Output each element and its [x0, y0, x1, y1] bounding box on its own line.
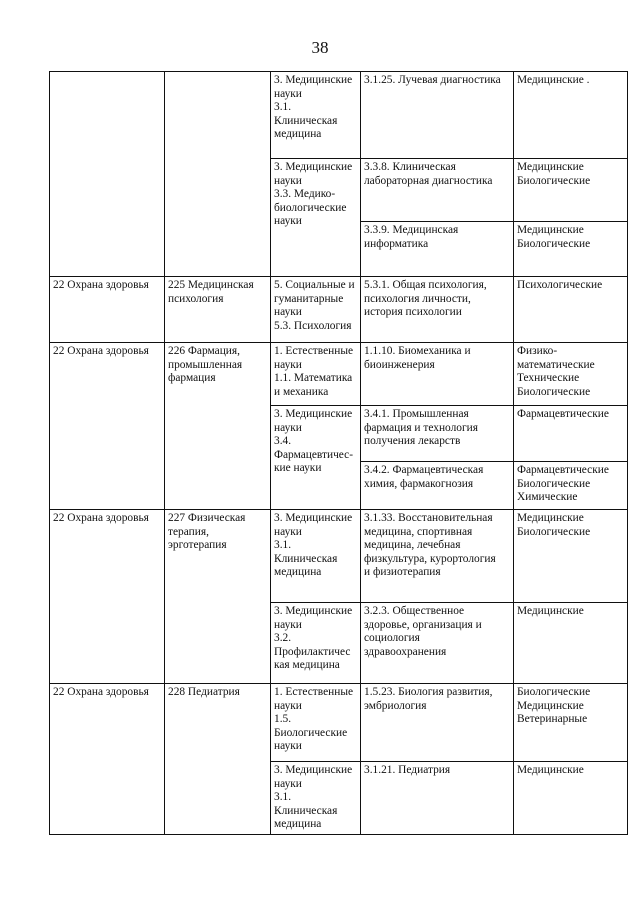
specialties-table [49, 71, 628, 835]
group-cell: 22 Охрана здоровья [50, 684, 165, 835]
table-row [50, 684, 628, 762]
degree-cell: Медицинские [514, 603, 628, 684]
degree-cell: Психологические [514, 277, 628, 343]
speciality-code-cell: 5.3.1. Общая психология, психология личности, история психологии [361, 277, 514, 343]
speciality-code-cell: 3.4.1. Промышленная фармация и технология получения лекарств [361, 406, 514, 462]
degree-cell: Медицинские [514, 762, 628, 835]
science-area-cell: 5. Социальные и гуманитарные науки 5.3. Психология [271, 277, 361, 343]
science-area-cell: 3. Медицинские науки 3.1. Клиническая медицина [271, 72, 361, 159]
group-cell: 22 Охрана здоровья [50, 343, 165, 510]
group-cell: 22 Охрана здоровья [50, 510, 165, 684]
speciality-code-cell: 1.5.23. Биология развития, эмбриология [361, 684, 514, 762]
specialty-cell: 226 Фармация, промышленная фармация [165, 343, 271, 510]
science-area-cell: 3. Медицинские науки 3.4. Фармацевтичес- кие науки [271, 406, 361, 510]
table-row [50, 343, 628, 406]
speciality-code-cell: 3.4.2. Фармацевтическая химия, фармакогнозия [361, 462, 514, 510]
speciality-code-cell: 3.1.25. Лучевая диагностика [361, 72, 514, 159]
table-row [50, 72, 628, 159]
speciality-code-cell: 3.1.33. Восстановительная медицина, спортивная медицина, лечебная физкультура, курортология и физиотерапия [361, 510, 514, 603]
speciality-code-cell: 3.1.21. Педиатрия [361, 762, 514, 835]
degree-cell: Биологические Медицинские Ветеринарные [514, 684, 628, 762]
degree-cell: Медицинские Биологические [514, 510, 628, 603]
degree-cell: Физико- математические Технические Биологические [514, 343, 628, 406]
group-cell [50, 72, 165, 277]
science-area-cell: 3. Медицинские науки 3.3. Медико- биологические науки [271, 159, 361, 277]
science-area-cell: 1. Естественные науки 1.1. Математика и механика [271, 343, 361, 406]
science-area-cell: 1. Естественные науки 1.5. Биологические науки [271, 684, 361, 762]
group-cell: 22 Охрана здоровья [50, 277, 165, 343]
specialty-cell: 225 Медицинская психология [165, 277, 271, 343]
specialty-cell [165, 72, 271, 277]
speciality-code-cell: 3.3.9. Медицинская информатика [361, 222, 514, 277]
science-area-cell: 3. Медицинские науки 3.1. Клиническая медицина [271, 762, 361, 835]
speciality-code-cell: 3.2.3. Общественное здоровье, организация и социология здравоохранения [361, 603, 514, 684]
science-area-cell: 3. Медицинские науки 3.1. Клиническая медицина [271, 510, 361, 603]
specialty-cell: 227 Физическая терапия, эрготерапия [165, 510, 271, 684]
table-row [50, 277, 628, 343]
degree-cell: Медицинские . [514, 72, 628, 159]
speciality-code-cell: 1.1.10. Биомеханика и биоинженерия [361, 343, 514, 406]
degree-cell: Медицинские Биологические [514, 222, 628, 277]
degree-cell: Фармацевтические [514, 406, 628, 462]
science-area-cell: 3. Медицинские науки 3.2. Профилактичес кая медицина [271, 603, 361, 684]
page-number: 38 [311, 38, 329, 57]
degree-cell: Фармацевтические Биологические Химические [514, 462, 628, 510]
speciality-code-cell: 3.3.8. Клиническая лабораторная диагностика [361, 159, 514, 222]
table-row [50, 510, 628, 603]
degree-cell: Медицинские Биологические [514, 159, 628, 222]
specialty-cell: 228 Педиатрия [165, 684, 271, 835]
